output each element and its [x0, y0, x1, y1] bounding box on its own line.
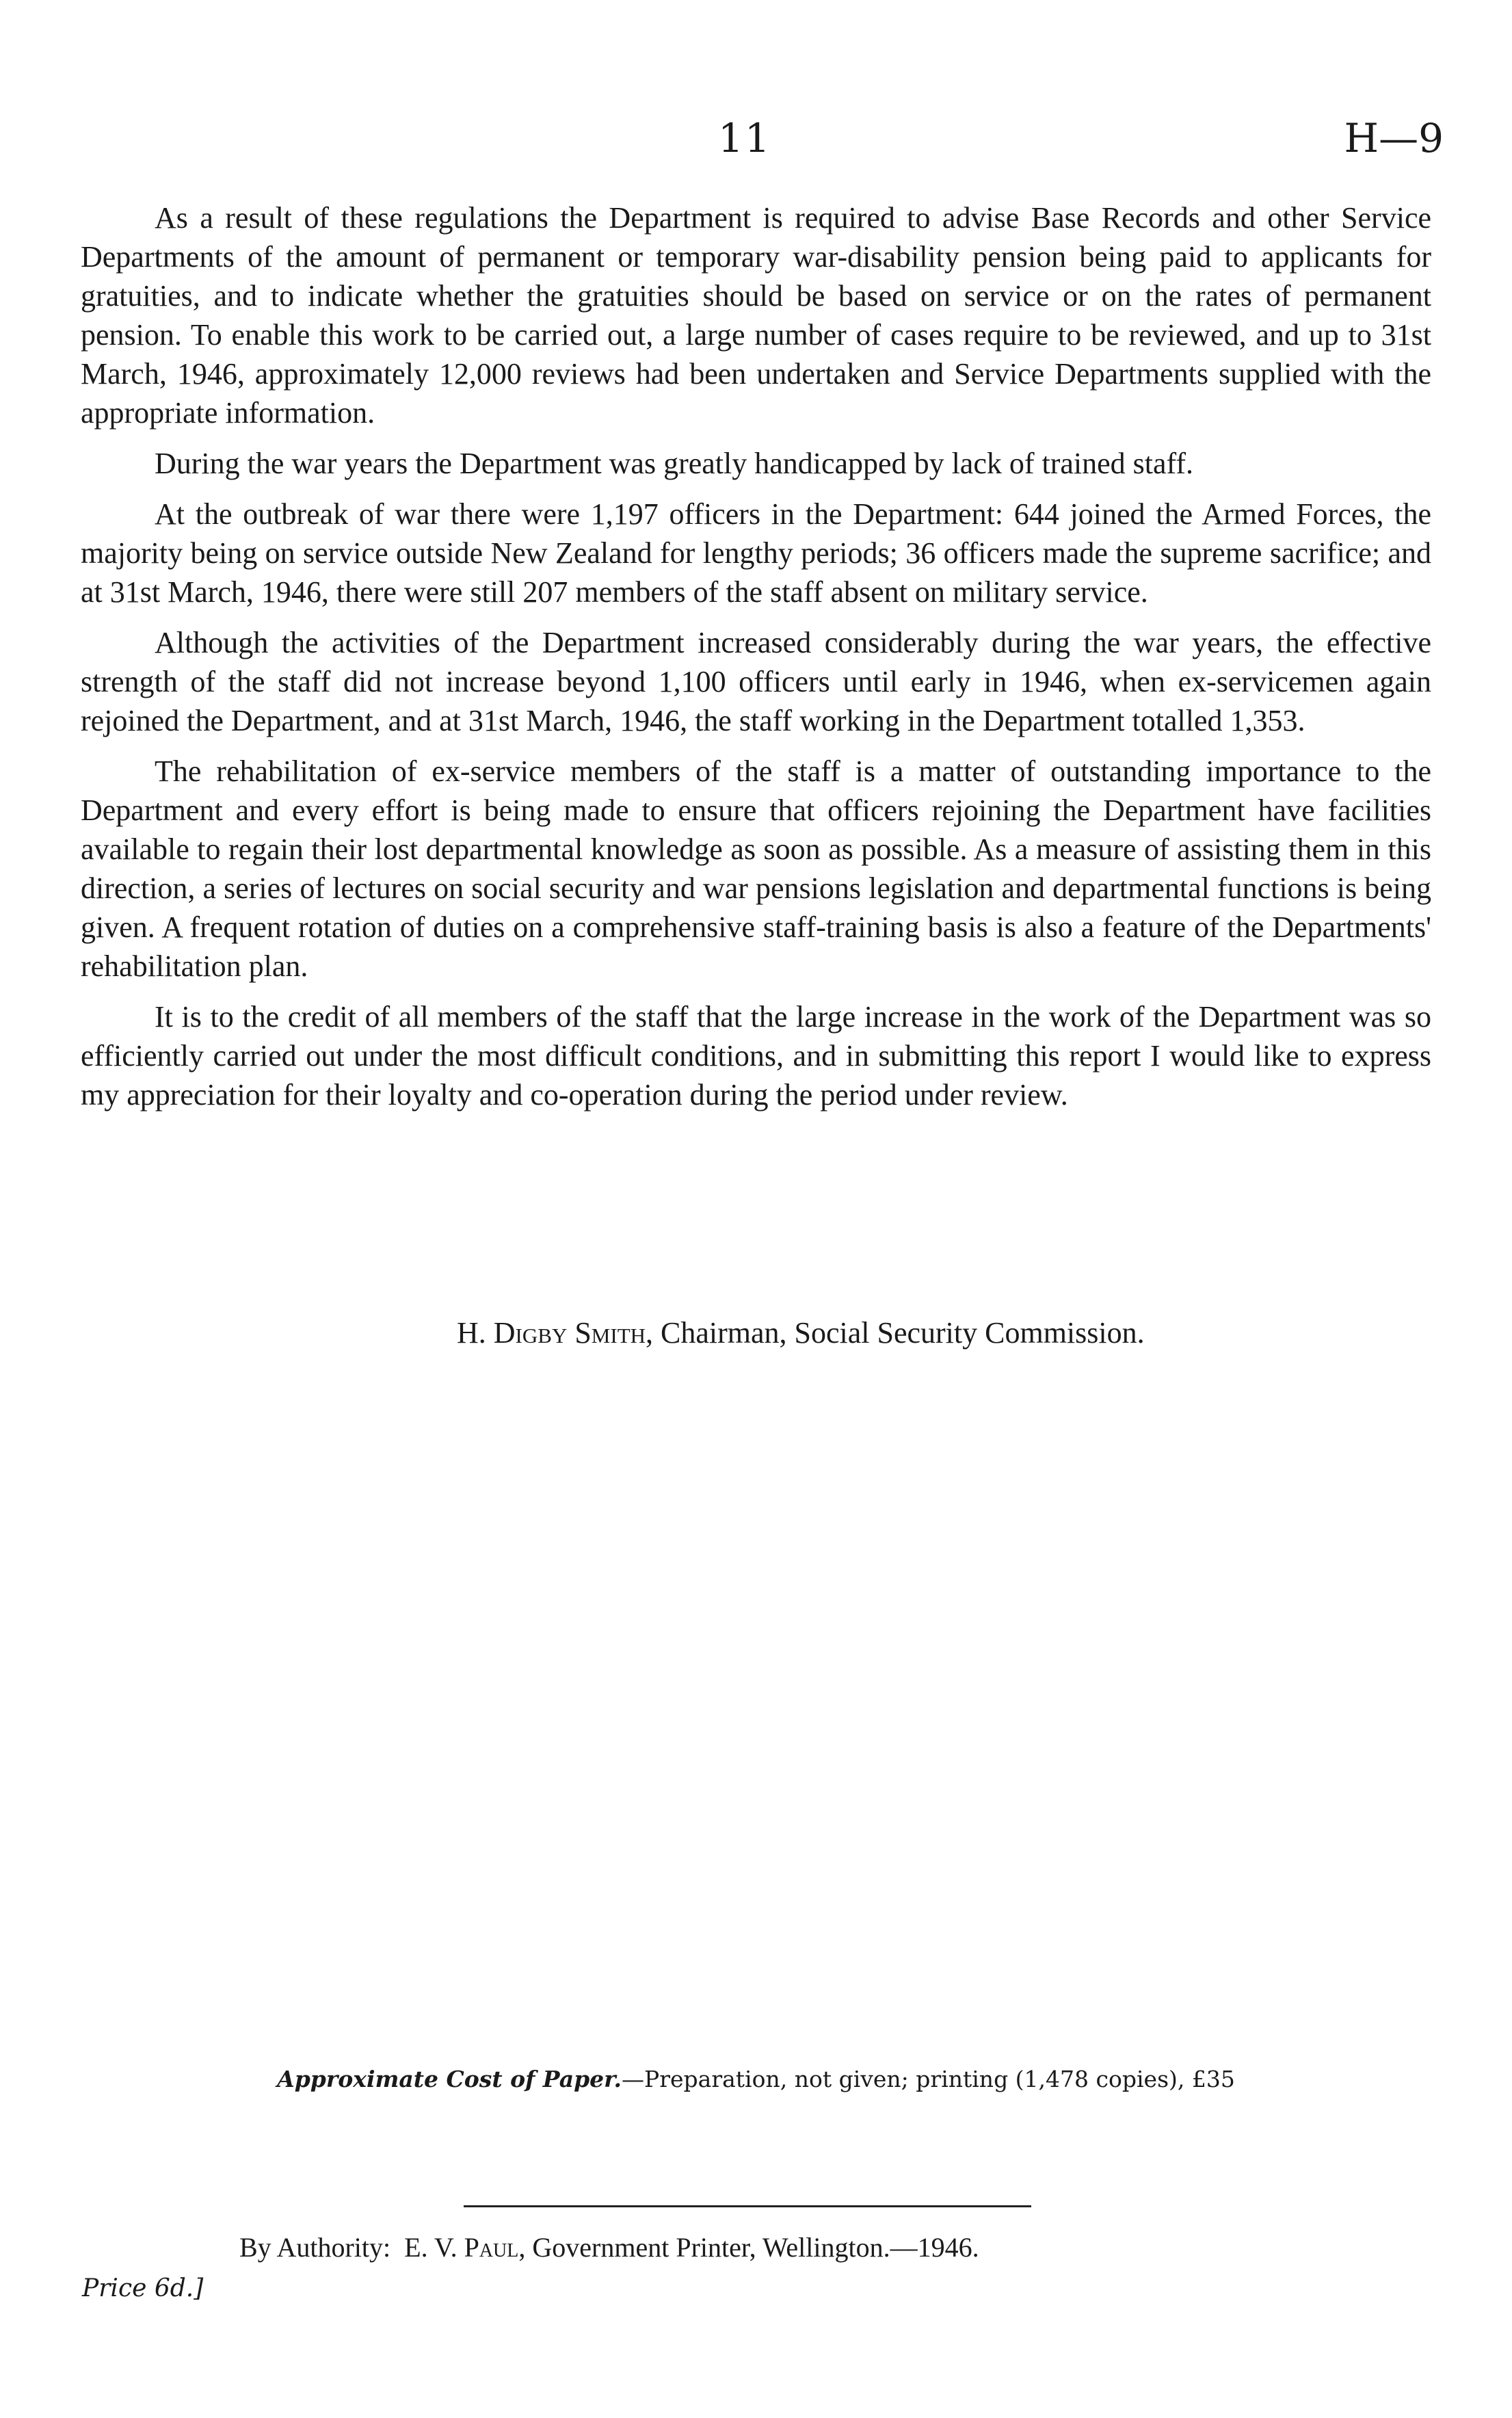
imprint-printer: E. V. Paul, — [404, 2232, 526, 2263]
series-code: H—9 — [1344, 115, 1444, 161]
paragraph: As a result of these regulations the Department is required to advise Base Records and other Service Departments of the amount of permanent or temporary war-disability pension being paid to applicants for gratuities, and to indicate whether the gratuities should be based on service or on the rates of permanent pension. To enable this work to be carried out, a large number of cases require to be reviewed, and up to 31st March, 1946, approximately 12,000 reviews had been undertaken and Service Departments supplied with the appropriate information. — [81, 201, 1431, 430]
paragraph: During the war years the Department was greatly handicapped by lack of trained staff. — [155, 447, 1194, 480]
cost-note-text: —Preparation, not given; printing (1,478 copies), £35 — [622, 2066, 1235, 2092]
cost-note — [0, 2066, 1512, 2092]
imprint-rest: Government Printer, Wellington.—1946. — [532, 2232, 979, 2263]
imprint — [239, 2231, 979, 2263]
paragraph: At the outbreak of war there were 1,197 officers in the Department: 644 joined the Armed Forces, the majority being on service outside New Zealand for lengthy periods; 36 officers made the supreme sacrifice; and at 31st March, 1946, there were still 207 members of the staff absent on military service. — [81, 497, 1431, 609]
cost-note-label: Approximate Cost of Paper. — [277, 2066, 622, 2092]
paragraph: The rehabilitation of ex-service members of the staff is a matter of outstanding importance to the Department and every effort is being made to ensure that officers rejoining the Department have facilities available to regain their lost departmental knowledge as soon as possible. As a measure of assisting them in this direction, a series of lectures on social security and war pensions legislation and departmental functions is being given. A frequent rotation of duties on a comprehensive staff-training basis is also a feature of the Departments' rehabilitation plan. — [81, 754, 1431, 983]
paragraph: Although the activities of the Department increased considerably during the war years, the effective strength of the staff did not increase beyond 1,100 officers until early in 1946, when ex-servicemen again rejoined the Department, and at 31st March, 1946, the staff working in the Department totalled 1,353. — [81, 626, 1431, 737]
imprint-prefix: By Authority: — [239, 2232, 391, 2263]
signature — [457, 1315, 1145, 1350]
signature-title: Chairman, Social Security Commission. — [661, 1316, 1145, 1350]
divider — [464, 2205, 1031, 2207]
body-text — [81, 198, 1431, 1126]
signature-name: Digby Smith, — [493, 1316, 654, 1350]
price: Price 6d.] — [82, 2274, 204, 2302]
signature-initial: H. — [457, 1316, 486, 1350]
paragraph: It is to the credit of all members of the staff that the large increase in the work of the Department was so efficiently carried out under the most difficult conditions, and in submitting this report I would like to express my appreciation for their loyalty and co-operation during the period under review. — [81, 1000, 1431, 1112]
page-number: 11 — [718, 115, 771, 161]
